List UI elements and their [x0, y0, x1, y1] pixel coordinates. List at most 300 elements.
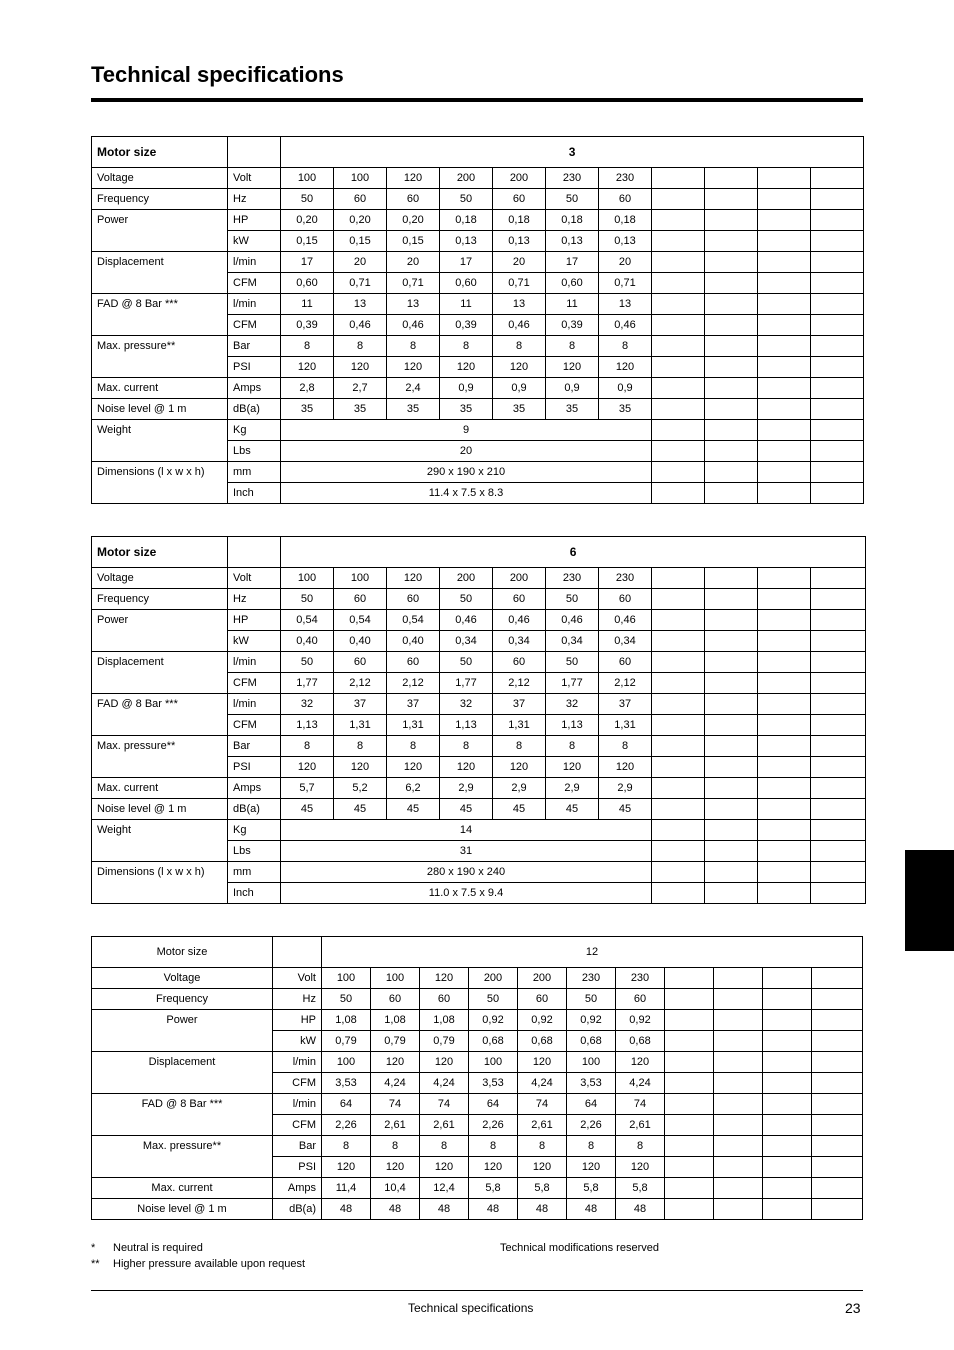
row-unit: Lbs — [228, 441, 281, 462]
empty-cell — [758, 462, 811, 483]
value-cell: 0,9 — [440, 378, 493, 399]
empty-cell — [665, 1115, 714, 1136]
row-unit: HP — [228, 210, 281, 231]
row-label: Voltage — [92, 168, 228, 189]
row-unit: Kg — [228, 820, 281, 841]
row-unit: CFM — [228, 273, 281, 294]
value-cell: 2,9 — [493, 778, 546, 799]
row-unit: kW — [273, 1031, 322, 1052]
value-cell: 8 — [387, 736, 440, 757]
value-cell: 2,26 — [322, 1115, 371, 1136]
value-cell: 100 — [469, 1052, 518, 1073]
empty-cell — [811, 589, 866, 610]
value-cell: 230 — [599, 568, 652, 589]
row-unit: dB(a) — [228, 399, 281, 420]
motor-size-value: 12 — [322, 937, 863, 968]
value-cell: 20 — [493, 252, 546, 273]
value-cell: 0,60 — [546, 273, 599, 294]
value-cell: 0,20 — [387, 210, 440, 231]
value-cell: 20 — [334, 252, 387, 273]
row-unit: l/min — [273, 1094, 322, 1115]
value-cell: 2,61 — [420, 1115, 469, 1136]
table-row — [92, 399, 864, 420]
row-unit: CFM — [228, 673, 281, 694]
value-cell: 100 — [371, 968, 420, 989]
table-header-row — [92, 937, 863, 968]
value-cell: 45 — [546, 799, 599, 820]
footer-rule — [91, 1290, 863, 1291]
table-row — [92, 210, 864, 231]
empty-cell — [812, 968, 863, 989]
value-cell: 8 — [469, 1136, 518, 1157]
value-cell: 8 — [322, 1136, 371, 1157]
value-cell: 3,53 — [322, 1073, 371, 1094]
empty-cell — [705, 294, 758, 315]
header-unit-cell — [228, 137, 281, 168]
empty-cell — [705, 883, 758, 904]
empty-cell — [652, 252, 705, 273]
value-cell: 74 — [616, 1094, 665, 1115]
value-cell: 0,68 — [518, 1031, 567, 1052]
value-cell: 17 — [440, 252, 493, 273]
empty-cell — [714, 1094, 763, 1115]
row-label: Voltage — [92, 568, 228, 589]
empty-cell — [714, 989, 763, 1010]
empty-cell — [705, 336, 758, 357]
value-cell: 20 — [599, 252, 652, 273]
merged-value-cell: 9 — [281, 420, 652, 441]
empty-cell — [652, 168, 705, 189]
value-cell: 35 — [440, 399, 493, 420]
value-cell: 20 — [387, 252, 440, 273]
empty-cell — [758, 799, 811, 820]
value-cell: 8 — [518, 1136, 567, 1157]
value-cell: 2,61 — [616, 1115, 665, 1136]
empty-cell — [763, 1031, 812, 1052]
value-cell: 0,46 — [599, 315, 652, 336]
empty-cell — [812, 989, 863, 1010]
empty-cell — [652, 715, 705, 736]
value-cell: 120 — [420, 1052, 469, 1073]
empty-cell — [652, 294, 705, 315]
row-label: Max. current — [92, 1178, 273, 1199]
value-cell: 60 — [493, 189, 546, 210]
value-cell: 1,77 — [281, 673, 334, 694]
header-unit-cell — [228, 537, 281, 568]
empty-cell — [705, 778, 758, 799]
empty-cell — [811, 273, 864, 294]
row-unit: Hz — [273, 989, 322, 1010]
empty-cell — [665, 1157, 714, 1178]
empty-cell — [665, 1010, 714, 1031]
empty-cell — [811, 631, 866, 652]
value-cell: 3,53 — [469, 1073, 518, 1094]
value-cell: 50 — [546, 589, 599, 610]
row-label: Weight — [92, 420, 228, 462]
empty-cell — [665, 1136, 714, 1157]
empty-cell — [714, 1199, 763, 1220]
modifications-note: Technical modifications reserved — [500, 1242, 659, 1254]
value-cell: 1,77 — [440, 673, 493, 694]
value-cell: 1,08 — [371, 1010, 420, 1031]
empty-cell — [714, 1010, 763, 1031]
empty-cell — [758, 694, 811, 715]
empty-cell — [812, 1157, 863, 1178]
value-cell: 1,13 — [281, 715, 334, 736]
value-cell: 74 — [371, 1094, 420, 1115]
empty-cell — [758, 757, 811, 778]
value-cell: 48 — [322, 1199, 371, 1220]
value-cell: 200 — [493, 168, 546, 189]
empty-cell — [665, 1073, 714, 1094]
empty-cell — [811, 483, 864, 504]
empty-cell — [758, 673, 811, 694]
row-unit: Amps — [228, 778, 281, 799]
empty-cell — [812, 1010, 863, 1031]
value-cell: 60 — [387, 652, 440, 673]
empty-cell — [812, 1052, 863, 1073]
value-cell: 8 — [334, 736, 387, 757]
empty-cell — [652, 883, 705, 904]
empty-cell — [705, 862, 758, 883]
empty-cell — [705, 652, 758, 673]
value-cell: 2,61 — [371, 1115, 420, 1136]
value-cell: 0,20 — [281, 210, 334, 231]
value-cell: 32 — [440, 694, 493, 715]
value-cell: 10,4 — [371, 1178, 420, 1199]
empty-cell — [705, 273, 758, 294]
value-cell: 48 — [371, 1199, 420, 1220]
value-cell: 0,15 — [387, 231, 440, 252]
row-label: FAD @ 8 Bar *** — [92, 694, 228, 736]
value-cell: 0,9 — [493, 378, 546, 399]
row-label: Dimensions (l x w x h) — [92, 462, 228, 504]
value-cell: 2,4 — [387, 378, 440, 399]
value-cell: 200 — [440, 168, 493, 189]
value-cell: 2,8 — [281, 378, 334, 399]
empty-cell — [652, 568, 705, 589]
row-label: Noise level @ 1 m — [92, 1199, 273, 1220]
row-label: Frequency — [92, 989, 273, 1010]
value-cell: 0,39 — [281, 315, 334, 336]
empty-cell — [714, 1031, 763, 1052]
value-cell: 60 — [616, 989, 665, 1010]
value-cell: 0,40 — [281, 631, 334, 652]
row-label: Max. pressure** — [92, 736, 228, 778]
empty-cell — [665, 1031, 714, 1052]
empty-cell — [812, 1136, 863, 1157]
row-unit: CFM — [273, 1115, 322, 1136]
value-cell: 48 — [469, 1199, 518, 1220]
value-cell: 120 — [440, 757, 493, 778]
value-cell: 0,20 — [334, 210, 387, 231]
value-cell: 0,92 — [518, 1010, 567, 1031]
value-cell: 0,39 — [546, 315, 599, 336]
value-cell: 8 — [546, 336, 599, 357]
value-cell: 2,9 — [440, 778, 493, 799]
empty-cell — [705, 420, 758, 441]
empty-cell — [811, 189, 864, 210]
row-label: Noise level @ 1 m — [92, 399, 228, 420]
value-cell: 120 — [599, 757, 652, 778]
empty-cell — [758, 231, 811, 252]
row-label: Power — [92, 1010, 273, 1052]
table-row — [92, 799, 866, 820]
row-unit: Amps — [228, 378, 281, 399]
value-cell: 100 — [567, 1052, 616, 1073]
value-cell: 4,24 — [371, 1073, 420, 1094]
table-row — [92, 1136, 863, 1157]
value-cell: 50 — [567, 989, 616, 1010]
empty-cell — [705, 462, 758, 483]
empty-cell — [811, 862, 866, 883]
row-unit: l/min — [228, 294, 281, 315]
value-cell: 0,54 — [334, 610, 387, 631]
empty-cell — [758, 841, 811, 862]
empty-cell — [652, 315, 705, 336]
value-cell: 4,24 — [420, 1073, 469, 1094]
merged-value-cell: 20 — [281, 441, 652, 462]
value-cell: 120 — [546, 357, 599, 378]
value-cell: 11 — [546, 294, 599, 315]
value-cell: 8 — [281, 736, 334, 757]
empty-cell — [763, 1199, 812, 1220]
value-cell: 11 — [440, 294, 493, 315]
empty-cell — [652, 462, 705, 483]
row-unit: Lbs — [228, 841, 281, 862]
row-unit: CFM — [228, 315, 281, 336]
value-cell: 35 — [546, 399, 599, 420]
empty-cell — [705, 799, 758, 820]
empty-cell — [812, 1115, 863, 1136]
empty-cell — [763, 968, 812, 989]
empty-cell — [714, 1178, 763, 1199]
value-cell: 8 — [599, 336, 652, 357]
empty-cell — [705, 231, 758, 252]
footnote-text: Higher pressure available upon request — [113, 1258, 306, 1270]
value-cell: 0,40 — [334, 631, 387, 652]
value-cell: 120 — [546, 757, 599, 778]
empty-cell — [665, 968, 714, 989]
value-cell: 200 — [518, 968, 567, 989]
value-cell: 120 — [616, 1052, 665, 1073]
empty-cell — [811, 399, 864, 420]
value-cell: 0,18 — [493, 210, 546, 231]
value-cell: 12,4 — [420, 1178, 469, 1199]
row-unit: Volt — [228, 168, 281, 189]
row-unit: Volt — [228, 568, 281, 589]
value-cell: 0,54 — [387, 610, 440, 631]
value-cell: 45 — [334, 799, 387, 820]
row-label: Max. current — [92, 778, 228, 799]
value-cell: 120 — [387, 568, 440, 589]
value-cell: 13 — [599, 294, 652, 315]
header-unit-cell — [273, 937, 322, 968]
value-cell: 37 — [387, 694, 440, 715]
value-cell: 1,31 — [334, 715, 387, 736]
value-cell: 100 — [281, 168, 334, 189]
empty-cell — [758, 273, 811, 294]
empty-cell — [652, 799, 705, 820]
value-cell: 120 — [281, 757, 334, 778]
value-cell: 2,12 — [493, 673, 546, 694]
value-cell: 1,08 — [420, 1010, 469, 1031]
empty-cell — [763, 1157, 812, 1178]
empty-cell — [714, 1136, 763, 1157]
empty-cell — [705, 568, 758, 589]
value-cell: 0,34 — [440, 631, 493, 652]
empty-cell — [652, 673, 705, 694]
row-unit: Hz — [228, 589, 281, 610]
value-cell: 60 — [420, 989, 469, 1010]
empty-cell — [665, 1052, 714, 1073]
empty-cell — [763, 1136, 812, 1157]
empty-cell — [812, 1073, 863, 1094]
empty-cell — [811, 736, 866, 757]
value-cell: 37 — [334, 694, 387, 715]
empty-cell — [705, 736, 758, 757]
value-cell: 0,46 — [599, 610, 652, 631]
empty-cell — [652, 420, 705, 441]
empty-cell — [758, 652, 811, 673]
empty-cell — [811, 441, 864, 462]
value-cell: 120 — [493, 757, 546, 778]
value-cell: 35 — [493, 399, 546, 420]
empty-cell — [758, 378, 811, 399]
value-cell: 17 — [281, 252, 334, 273]
empty-cell — [758, 315, 811, 336]
empty-cell — [652, 273, 705, 294]
value-cell: 60 — [387, 589, 440, 610]
row-label: Displacement — [92, 1052, 273, 1094]
spec-table-motor-6 — [91, 536, 866, 904]
value-cell: 200 — [440, 568, 493, 589]
value-cell: 5,8 — [616, 1178, 665, 1199]
row-unit: dB(a) — [273, 1199, 322, 1220]
value-cell: 0,46 — [440, 610, 493, 631]
row-label: Frequency — [92, 589, 228, 610]
empty-cell — [652, 441, 705, 462]
empty-cell — [705, 483, 758, 504]
empty-cell — [705, 631, 758, 652]
value-cell: 60 — [493, 652, 546, 673]
empty-cell — [705, 210, 758, 231]
empty-cell — [758, 862, 811, 883]
empty-cell — [705, 168, 758, 189]
empty-cell — [652, 210, 705, 231]
empty-cell — [705, 820, 758, 841]
row-unit: HP — [228, 610, 281, 631]
value-cell: 200 — [469, 968, 518, 989]
value-cell: 120 — [322, 1157, 371, 1178]
value-cell: 60 — [334, 652, 387, 673]
empty-cell — [758, 610, 811, 631]
value-cell: 6,2 — [387, 778, 440, 799]
empty-cell — [811, 841, 866, 862]
value-cell: 120 — [334, 357, 387, 378]
value-cell: 1,13 — [546, 715, 599, 736]
empty-cell — [811, 315, 864, 336]
value-cell: 120 — [440, 357, 493, 378]
value-cell: 8 — [493, 336, 546, 357]
row-unit: l/min — [228, 694, 281, 715]
value-cell: 0,34 — [493, 631, 546, 652]
empty-cell — [705, 841, 758, 862]
value-cell: 0,46 — [334, 315, 387, 336]
empty-cell — [811, 778, 866, 799]
empty-cell — [652, 589, 705, 610]
value-cell: 13 — [493, 294, 546, 315]
value-cell: 2,12 — [387, 673, 440, 694]
empty-cell — [705, 252, 758, 273]
empty-cell — [652, 862, 705, 883]
empty-cell — [758, 357, 811, 378]
empty-cell — [705, 441, 758, 462]
value-cell: 60 — [371, 989, 420, 1010]
table-row — [92, 336, 864, 357]
empty-cell — [763, 1073, 812, 1094]
row-label: Frequency — [92, 189, 228, 210]
row-unit: l/min — [228, 652, 281, 673]
row-label: Max. pressure** — [92, 336, 228, 378]
row-unit: CFM — [273, 1073, 322, 1094]
empty-cell — [705, 399, 758, 420]
value-cell: 48 — [518, 1199, 567, 1220]
row-unit: CFM — [228, 715, 281, 736]
empty-cell — [811, 568, 866, 589]
value-cell: 64 — [322, 1094, 371, 1115]
section-tab-marker — [905, 850, 954, 951]
value-cell: 8 — [546, 736, 599, 757]
footnote-mark: * — [91, 1242, 96, 1254]
empty-cell — [652, 610, 705, 631]
value-cell: 120 — [420, 968, 469, 989]
empty-cell — [705, 673, 758, 694]
empty-cell — [758, 883, 811, 904]
value-cell: 0,13 — [599, 231, 652, 252]
header-label: Motor size — [92, 137, 228, 168]
value-cell: 0,13 — [546, 231, 599, 252]
empty-cell — [758, 778, 811, 799]
empty-cell — [811, 715, 866, 736]
empty-cell — [812, 1178, 863, 1199]
value-cell: 8 — [493, 736, 546, 757]
row-label: Max. pressure** — [92, 1136, 273, 1178]
empty-cell — [652, 357, 705, 378]
empty-cell — [665, 989, 714, 1010]
empty-cell — [811, 820, 866, 841]
value-cell: 8 — [334, 336, 387, 357]
row-label: Noise level @ 1 m — [92, 799, 228, 820]
value-cell: 0,9 — [599, 378, 652, 399]
value-cell: 2,9 — [546, 778, 599, 799]
value-cell: 0,13 — [440, 231, 493, 252]
row-label: Displacement — [92, 252, 228, 294]
header-label: Motor size — [92, 937, 273, 968]
empty-cell — [811, 210, 864, 231]
value-cell: 8 — [387, 336, 440, 357]
value-cell: 0,40 — [387, 631, 440, 652]
value-cell: 50 — [440, 589, 493, 610]
value-cell: 0,46 — [493, 315, 546, 336]
empty-cell — [652, 736, 705, 757]
merged-value-cell: 14 — [281, 820, 652, 841]
page-number: 23 — [845, 1300, 861, 1316]
empty-cell — [652, 189, 705, 210]
empty-cell — [758, 736, 811, 757]
empty-cell — [758, 568, 811, 589]
empty-cell — [763, 989, 812, 1010]
